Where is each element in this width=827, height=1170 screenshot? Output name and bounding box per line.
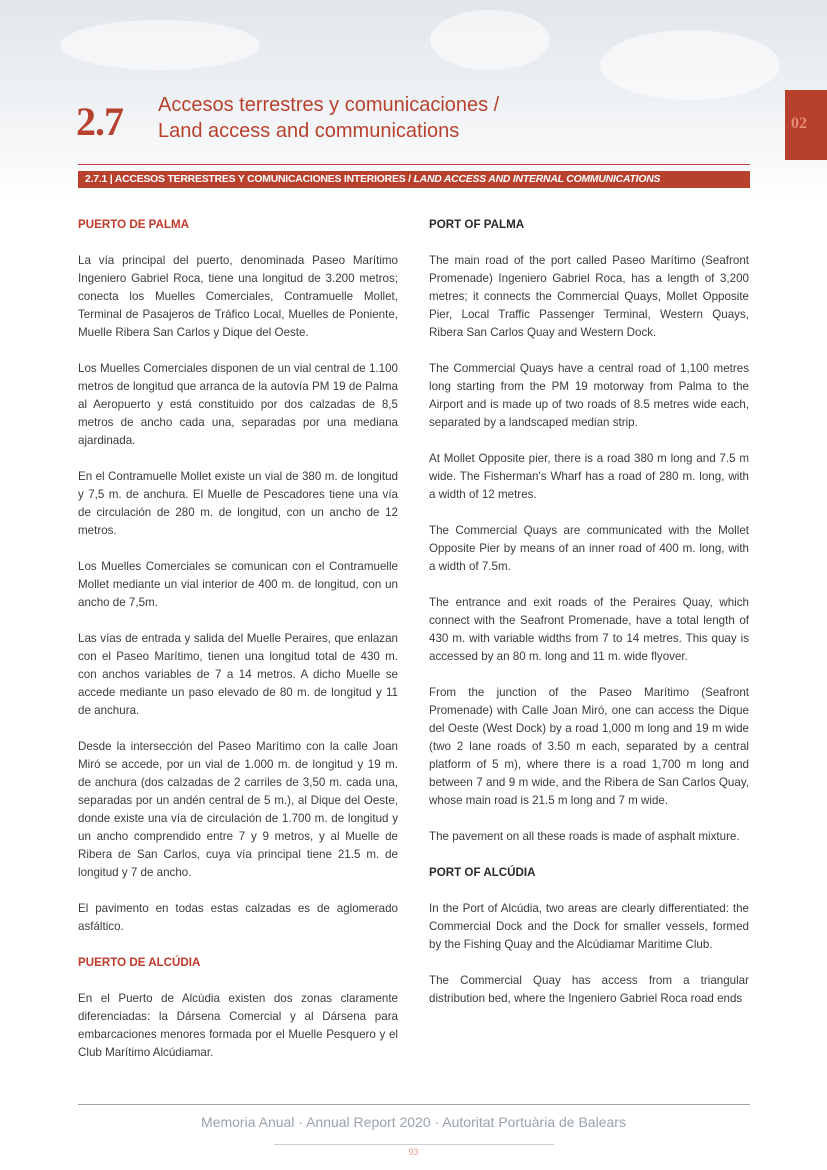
page-number: 93 <box>408 1147 419 1157</box>
footer-divider <box>78 1104 750 1105</box>
footer-underline <box>0 1132 827 1133</box>
paragraph: The Commercial Quay has access from a triangular distribution bed, where the Ingeniero Gabriel Roca road ends <box>429 974 749 1005</box>
section-title-es: Accesos terrestres y comunicaciones / <box>158 94 500 116</box>
background-texture <box>430 10 550 70</box>
heading-puerto-de-palma: PUERTO DE PALMA <box>78 218 190 231</box>
heading-puerto-de-alcudia: PUERTO DE ALCÚDIA <box>78 956 201 969</box>
paragraph: En el Contramuelle Mollet existe un vial de 380 m. de longitud y 7,5 m. de anchura. El Muelle de Pescadores tiene una vía de circulación de 280 m. de longitud, con un ancho de 12 metros. <box>78 470 398 537</box>
chapter-tab <box>785 90 827 160</box>
paragraph: The main road of the port called Paseo Marítimo (Seafront Promenade) Ingeniero Gabriel Roca, has a length of 3,200 metres; it connects the Commercial Quays, Mollet Opposite Pier, Local Traffic Passenger Terminal, Western Quays, Ribera San Carlos Quay and Western Dock. <box>429 254 749 339</box>
paragraph: Los Muelles Comerciales se comunican con el Contramuelle Mollet mediante un vial interior de 400 m. de longitud, con un ancho de 7,5m. <box>78 560 398 609</box>
paragraph: Las vías de entrada y salida del Muelle Peraires, que enlazan con el Paseo Marítimo, tienen una longitud total de 430 m. con anchos variables de 7 a 14 metros. A dicho Muelle se accede mediante un paso elevado de 80 m. de longitud y 11 de anchura. <box>78 632 398 717</box>
section-title <box>158 92 499 144</box>
paragraph: La vía principal del puerto, denominada Paseo Marítimo Ingeniero Gabriel Roca, tiene una longitud de 3.200 metros; conecta los Muelles Comerciales, Contramuelle Mollet, Terminal de Pasajeros de Tráfico Local, Muelles de Poniente, Muelle Ribera San Carlos y Dique del Oeste. <box>78 254 398 339</box>
heading-port-of-alcudia: PORT OF ALCÚDIA <box>429 866 536 879</box>
divider <box>78 164 750 165</box>
subsection-bar <box>78 171 750 188</box>
paragraph: Desde la intersección del Paseo Marítimo con la calle Joan Miró se accede, por un vial de 1.000 m. de longitud y 19 m. de anchura (dos calzadas de 2 carriles de 3,50 m. cada una, separadas por un andén central de 5 m.), al Dique del Oeste, donde existe una vía de circulación de 1.700 m. de longitud y un ancho comprendido entre 7 y 9 metros, y al Muelle de Ribera de San Carlos, cuya vía principal tiene 21.5 m. de longitud y 7 de ancho. <box>78 740 398 879</box>
section-title-en: Land access and communications <box>158 120 460 142</box>
chapter-tab-number: 02 <box>791 115 807 132</box>
paragraph: El pavimento en todas estas calzadas es de aglomerado asfáltico. <box>78 902 398 933</box>
paragraph: The entrance and exit roads of the Peraires Quay, which connect with the Seafront Promenade, have a total length of 430 m. with variable widths from 7 to 14 metres. This quay is accessed by an 80 m. long and 11 m. wide flyover. <box>429 596 749 663</box>
paragraph: At Mollet Opposite pier, there is a road 380 m long and 7.5 m wide. The Fisherman's Wharf has a road of 280 m. long, with a width of 12 metres. <box>429 452 749 501</box>
background-texture <box>60 20 260 70</box>
paragraph: Los Muelles Comerciales disponen de un vial central de 1.100 metros de longitud que arranca de la autovía PM 19 de Palma al Aeropuerto y está constituido por dos calzadas de 8,5 metros de ancho cada una, separadas por una mediana ajardinada. <box>78 362 398 447</box>
heading-port-of-palma: PORT OF PALMA <box>429 218 525 231</box>
paragraph: En el Puerto de Alcúdia existen dos zonas claramente diferenciadas: la Dársena Comercial y al Dársena para embarcaciones menores formada por el Muelle Pesquero y el Club Marítimo Alcúdiamar. <box>78 992 398 1059</box>
subsection-label-en: LAND ACCESS AND INTERNAL COMMUNICATIONS <box>413 174 661 185</box>
section-number: 2.7 <box>76 99 123 144</box>
paragraph: From the junction of the Paseo Marítimo (Seafront Promenade) with Calle Joan Miró, one can access the Dique del Oeste (West Dock) by a road 1,000 m long and 19 m wide (two 2 lane roads of 3.50 m each, separated by a central platform of 5 m), where there is a road 1,700 m long and between 7 and 9 m wide, and the Ribera de San Carlos Quay, whose main road is 21.5 m long and 7 m wide. <box>429 686 749 807</box>
paragraph: The Commercial Quays are communicated with the Mollet Opposite Pier by means of an inner road of 400 m. long, with a width of 7.5m. <box>429 524 749 573</box>
paragraph: The Commercial Quays have a central road of 1,100 metres long starting from the PM 19 motorway from Palma to the Airport and is made up of two roads of 8.5 metres wide each, separated by a landscaped median strip. <box>429 362 749 429</box>
footer-text: Memoria Anual · Annual Report 2020 · Autoritat Portuària de Balears <box>201 1114 626 1130</box>
paragraph: The pavement on all these roads is made of asphalt mixture. <box>429 830 740 843</box>
subsection-label-es: 2.7.1 | ACCESOS TERRESTRES Y COMUNICACIONES INTERIORES / <box>85 174 414 185</box>
right-column-english <box>429 216 749 1008</box>
background-texture <box>600 30 780 100</box>
paragraph: In the Port of Alcúdia, two areas are clearly differentiated: the Commercial Dock and the Dock for smaller vessels, formed by the Fishing Quay and the Alcúdiamar Maritime Club. <box>429 902 749 951</box>
left-column-spanish <box>78 216 398 1062</box>
